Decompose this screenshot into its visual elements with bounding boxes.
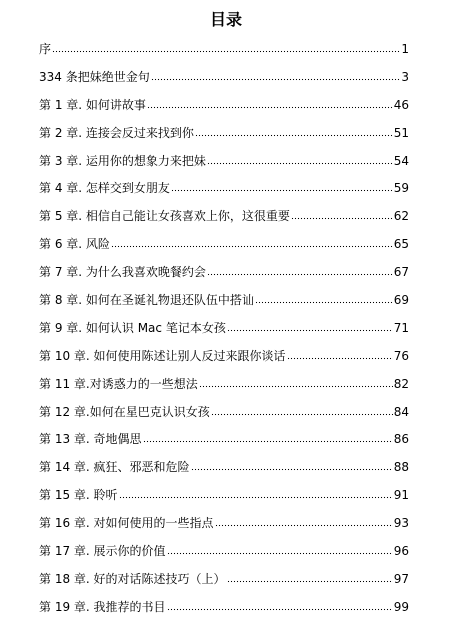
dot-leader xyxy=(195,125,393,137)
toc-entry-label: 第 1 章. 如何讲故事 xyxy=(39,97,146,112)
toc-entry-page: 3 xyxy=(401,69,409,84)
dot-leader xyxy=(291,208,393,220)
toc-entry-page: 46 xyxy=(393,97,409,112)
toc-entry-label: 第 7 章. 为什么我喜欢晚餐约会 xyxy=(39,265,206,280)
dot-leader xyxy=(191,459,393,471)
toc-entry-chapter-6[interactable] xyxy=(39,233,409,261)
dot-leader xyxy=(111,236,393,248)
toc-entry-label: 第 8 章. 如何在圣诞礼物退还队伍中搭讪 xyxy=(39,293,254,308)
toc-entry-chapter-1[interactable] xyxy=(39,94,409,122)
toc-entry-page: 54 xyxy=(393,153,409,168)
toc-entry-preface[interactable] xyxy=(39,38,409,66)
toc-entry-label: 序 xyxy=(39,42,52,56)
toc-entry-page: 96 xyxy=(393,544,409,559)
toc-entry-label: 第 10 章. 如何使用陈述让别人反过来跟你谈话 xyxy=(39,348,286,363)
toc-entry-chapter-11[interactable] xyxy=(39,373,409,401)
toc-entry-label: 第 19 章. 我推荐的书目 xyxy=(39,599,166,614)
dot-leader xyxy=(199,376,393,388)
dot-leader xyxy=(215,515,393,527)
toc-entry-page: 59 xyxy=(393,181,409,196)
toc-entry-label: 第 12 章.如何在星巴克认识女孩 xyxy=(39,404,210,419)
toc-entry-chapter-10[interactable] xyxy=(39,345,409,373)
toc-entry-chapter-4[interactable] xyxy=(39,177,409,205)
toc-entry-label: 334 条把妹绝世金句 xyxy=(39,69,150,84)
toc-entry-page: 71 xyxy=(393,320,409,335)
toc-entry-label: 第 16 章. 对如何使用的一些指点 xyxy=(39,516,214,531)
dot-leader xyxy=(151,69,401,81)
toc-entry-chapter-12[interactable] xyxy=(39,401,409,429)
dot-leader xyxy=(119,487,393,499)
dot-leader xyxy=(143,431,393,443)
dot-leader xyxy=(227,571,393,583)
toc-entry-label: 第 15 章. 聆听 xyxy=(39,488,118,503)
toc-entry-page: 67 xyxy=(393,265,409,280)
toc-entry-label: 第 9 章. 如何认识 Mac 笔记本女孩 xyxy=(39,320,226,335)
toc-entry-chapter-2[interactable] xyxy=(39,122,409,150)
toc-entry-page: 82 xyxy=(393,376,409,391)
dot-leader xyxy=(147,97,393,109)
toc-entry-chapter-18[interactable] xyxy=(39,568,409,596)
toc-entry-page: 51 xyxy=(393,125,409,140)
toc-entry-page: 93 xyxy=(393,516,409,531)
toc-entry-chapter-16[interactable] xyxy=(39,512,409,540)
toc-entry-label: 第 13 章. 奇地偶思 xyxy=(39,432,142,447)
toc-entry-page: 97 xyxy=(393,571,409,586)
dot-leader xyxy=(227,320,393,332)
toc-entry-page: 65 xyxy=(393,237,409,252)
toc-entry-label: 第 5 章. 相信自己能让女孩喜欢上你，这很重要 xyxy=(39,209,290,224)
toc-entry-page: 91 xyxy=(393,488,409,503)
dot-leader xyxy=(287,348,393,360)
toc-entry-page: 86 xyxy=(393,432,409,447)
toc-entry-chapter-19[interactable] xyxy=(39,596,409,624)
toc-entry-label: 第 17 章. 展示你的价值 xyxy=(39,544,166,559)
toc-entry-chapter-9[interactable] xyxy=(39,317,409,345)
toc-entry-page: 88 xyxy=(393,460,409,475)
toc-entry-page: 99 xyxy=(393,599,409,614)
toc-title: 目录 xyxy=(209,10,242,29)
toc-entry-chapter-14[interactable] xyxy=(39,456,409,484)
toc-entry-chapter-5[interactable] xyxy=(39,205,409,233)
toc-entry-chapter-17[interactable] xyxy=(39,540,409,568)
toc-entry-page: 1 xyxy=(401,42,409,56)
dot-leader xyxy=(211,404,393,416)
toc-entry-page: 69 xyxy=(393,293,409,308)
toc-entry-label: 第 2 章. 连接会反过来找到你 xyxy=(39,125,194,140)
toc-entry-label: 第 6 章. 风险 xyxy=(39,237,110,252)
toc-entry-label: 第 3 章. 运用你的想象力来把妹 xyxy=(39,153,206,168)
dot-leader xyxy=(167,543,393,555)
toc-entry-chapter-13[interactable] xyxy=(39,428,409,456)
toc-entry-label: 第 18 章. 好的对话陈述技巧（上） xyxy=(39,571,226,586)
toc-entry-label: 第 4 章. 怎样交到女朋友 xyxy=(39,181,170,196)
toc-entry-label: 第 11 章.对诱惑力的一些想法 xyxy=(39,376,198,391)
toc-entry-page: 76 xyxy=(393,348,409,363)
toc-entry-label: 第 14 章. 疯狂、邪恶和危险 xyxy=(39,460,190,475)
toc-entry-chapter-3[interactable] xyxy=(39,150,409,178)
dot-leader xyxy=(167,599,393,611)
toc-entry-chapter-7[interactable] xyxy=(39,261,409,289)
toc-entry-page: 62 xyxy=(393,209,409,224)
toc-entry-quotes[interactable] xyxy=(39,66,409,94)
dot-leader xyxy=(207,264,393,276)
dot-leader xyxy=(52,41,400,53)
toc-entry-page: 84 xyxy=(393,404,409,419)
toc-list xyxy=(39,38,409,624)
dot-leader xyxy=(171,180,393,192)
toc-entry-chapter-8[interactable] xyxy=(39,289,409,317)
toc-entry-chapter-15[interactable] xyxy=(39,484,409,512)
dot-leader xyxy=(255,292,393,304)
dot-leader xyxy=(207,153,393,165)
